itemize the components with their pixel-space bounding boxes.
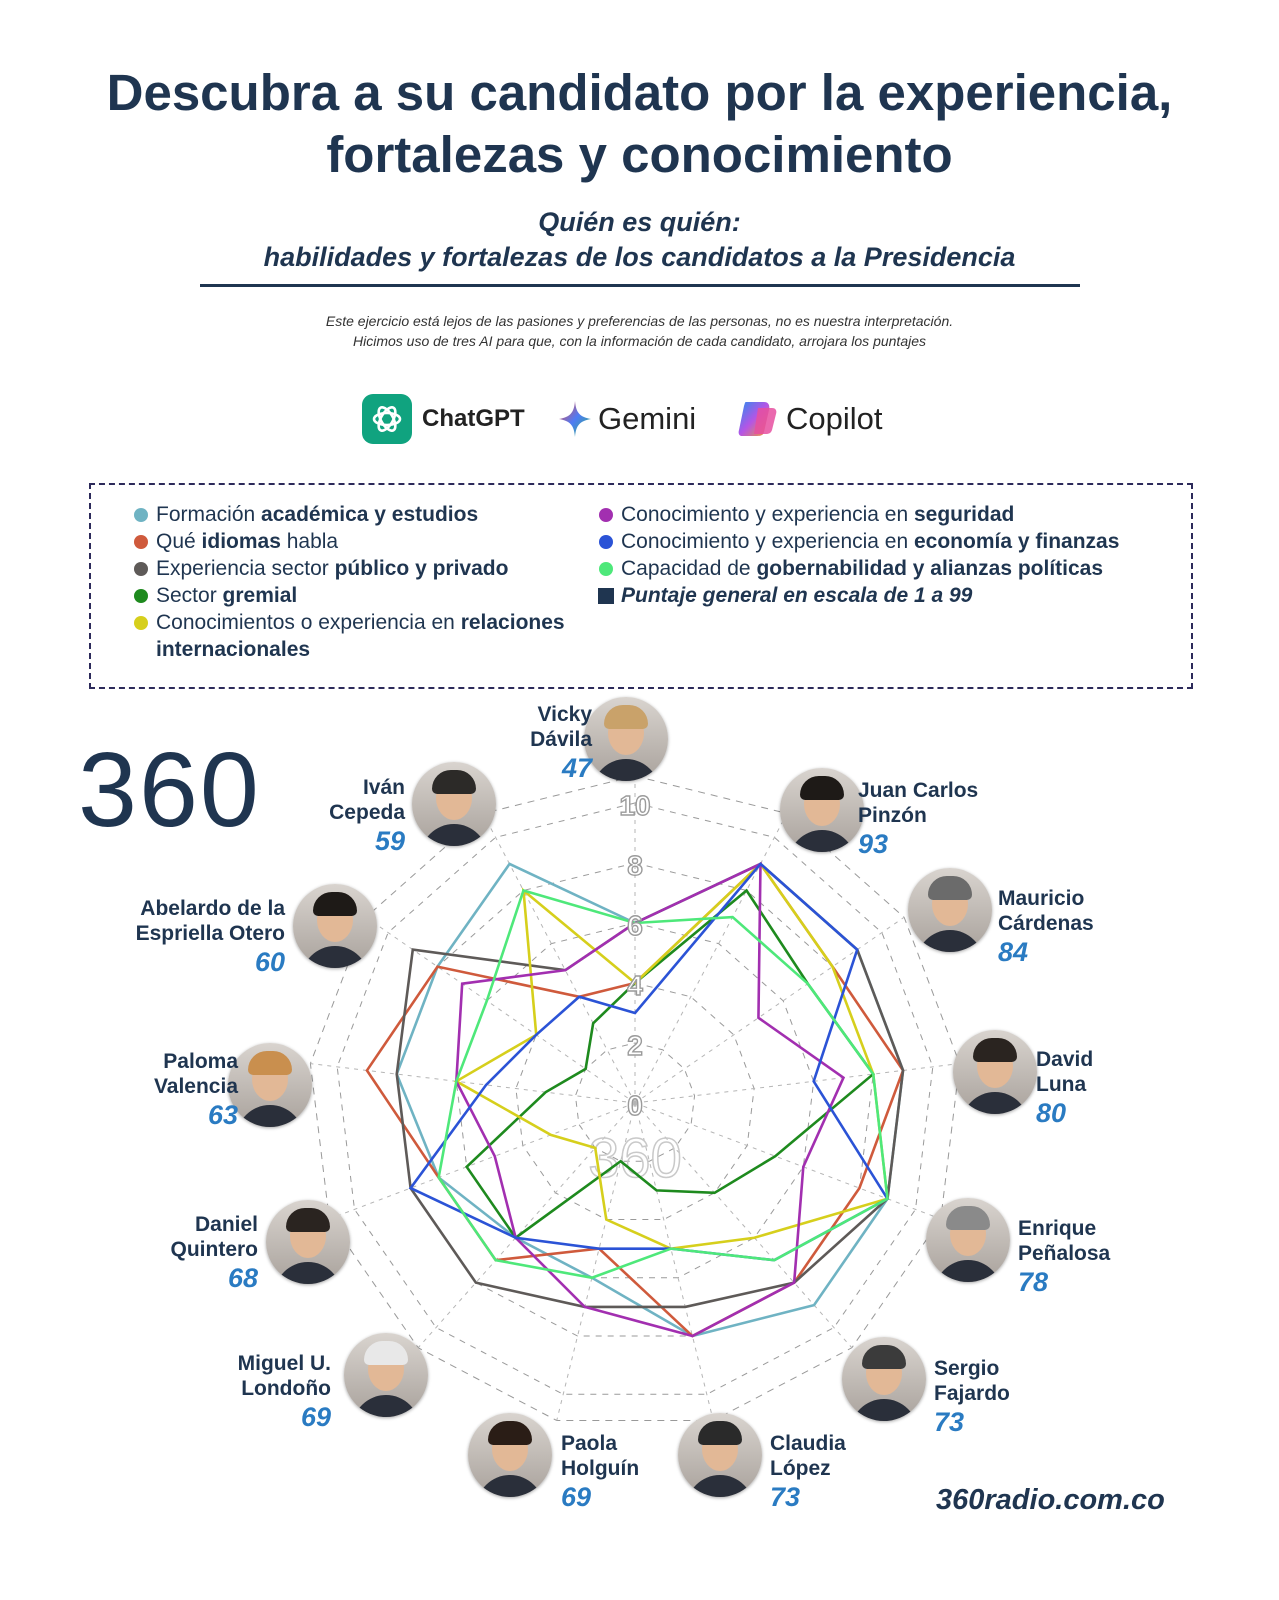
legend-item-gobernabilidad: Capacidad de gobernabilidad y alianzas políticas — [621, 555, 1103, 582]
legend-square — [598, 588, 614, 604]
candidate-score: 63 — [207, 1100, 238, 1130]
tick-label: 4 — [627, 970, 643, 1001]
candidate-photo — [842, 1337, 926, 1421]
photo-body — [850, 1399, 918, 1421]
copilot-icon — [736, 398, 778, 440]
legend-item-idiomas: Qué idiomas habla — [156, 528, 338, 555]
photo-body — [476, 1475, 544, 1497]
candidate-photo — [228, 1043, 312, 1127]
photo-hair — [698, 1421, 742, 1445]
series-line-5 — [456, 864, 843, 1336]
candidate-name-line: Vicky — [537, 703, 592, 726]
photo-hair — [248, 1051, 292, 1075]
note-line-1: Este ejercicio está lejos de las pasiones y preferencias de las personas, no es nuestra interpretación. — [325, 313, 954, 329]
candidate-name — [858, 778, 1018, 828]
divider — [200, 284, 1080, 287]
candidate-name-line: Fajardo — [934, 1382, 1010, 1405]
candidate-name-line: Sergio — [934, 1357, 1000, 1380]
candidate-photo — [468, 1413, 552, 1497]
candidate-name-line: Pinzón — [858, 804, 927, 827]
photo-body — [916, 930, 984, 952]
candidate-name-line: Daniel — [194, 1213, 258, 1236]
gemini-label: Gemini — [598, 401, 697, 436]
candidate-score: 69 — [561, 1482, 592, 1512]
photo-body — [352, 1395, 420, 1417]
radar-spoke — [635, 1064, 960, 1103]
tick-label: 0 — [627, 1090, 643, 1121]
chatgpt-icon — [362, 394, 412, 444]
photo-hair — [286, 1208, 330, 1232]
candidate-name — [1018, 1216, 1158, 1266]
legend-item-academica: Formación académica y estudios — [156, 501, 478, 528]
tick-label: 8 — [627, 850, 643, 881]
candidate-name — [998, 886, 1138, 936]
methodology-note — [0, 311, 1279, 351]
candidate-score: 60 — [254, 947, 285, 977]
legend-item-relaciones: Conocimientos o experiencia en relaciones — [156, 609, 565, 636]
candidate-photo — [926, 1198, 1010, 1282]
candidate-name — [462, 702, 592, 752]
watermark-logo: 360 — [588, 1126, 682, 1189]
candidate-name-line: Iván — [362, 776, 405, 799]
candidate-name-line: Enrique — [1018, 1217, 1097, 1240]
photo-body — [301, 946, 369, 968]
subtitle-line-2: habilidades y fortalezas de los candidatos a la Presidencia — [263, 242, 1016, 272]
candidate-name-line: Quintero — [170, 1238, 258, 1261]
candidate-score: 78 — [1018, 1267, 1049, 1297]
site-url: 360radio.com.co — [936, 1484, 1165, 1516]
legend-dot — [134, 616, 148, 630]
candidate-photo — [584, 697, 668, 781]
candidate-score: 47 — [561, 753, 592, 783]
ai-gemini — [558, 393, 696, 445]
candidate-name-line: Mauricio — [998, 887, 1085, 910]
candidate-name-line: Paola — [561, 1432, 618, 1455]
candidate-name — [561, 1431, 681, 1481]
photo-body — [961, 1092, 1029, 1114]
candidate-name-line: Holguín — [561, 1457, 640, 1480]
brand-logo: 360 — [78, 731, 261, 849]
candidate-name-line: Cepeda — [329, 801, 405, 824]
candidate-score: 84 — [998, 937, 1029, 967]
photo-hair — [862, 1345, 906, 1369]
candidate-name-line: Cárdenas — [998, 912, 1094, 935]
photo-hair — [364, 1341, 408, 1365]
legend-item-puntaje: Puntaje general en escala de 1 a 99 — [621, 582, 972, 609]
gemini-icon — [558, 399, 592, 439]
chatgpt-label: ChatGPT — [422, 405, 525, 432]
candidate-score: 59 — [374, 826, 405, 856]
legend-dot — [599, 508, 613, 522]
photo-hair — [313, 892, 357, 916]
legend-dot — [599, 562, 613, 576]
candidate-name — [770, 1431, 890, 1481]
photo-hair — [488, 1421, 532, 1445]
candidate-name-line: Valencia — [153, 1075, 238, 1098]
photo-body — [934, 1260, 1002, 1282]
candidate-photo — [266, 1200, 350, 1284]
legend-item-gremial: Sector gremial — [156, 582, 297, 609]
tick-label: 2 — [627, 1030, 643, 1061]
legend-dot — [134, 562, 148, 576]
legend-item-experiencia: Experiencia sector público y privado — [156, 555, 508, 582]
legend-dot — [134, 589, 148, 603]
candidate-name — [934, 1356, 1064, 1406]
ai-copilot — [736, 393, 883, 445]
candidate-name — [100, 1049, 238, 1099]
candidate-photo — [293, 884, 377, 968]
photo-hair — [973, 1038, 1017, 1062]
photo-hair — [800, 776, 844, 800]
candidate-score: 68 — [227, 1263, 258, 1293]
candidate-name-line: Miguel U. — [237, 1352, 331, 1375]
ai-chatgpt — [362, 393, 525, 445]
candidate-score: 80 — [1036, 1098, 1067, 1128]
title-line-2: fortalezas y conocimiento — [326, 126, 953, 183]
candidate-photo — [412, 762, 496, 846]
candidate-name-line: Abelardo de la — [140, 897, 285, 920]
subtitle-line-1: Quién es quién: — [538, 207, 741, 237]
tick-label: 6 — [627, 910, 643, 941]
photo-hair — [604, 705, 648, 729]
photo-hair — [928, 876, 972, 900]
radar-spoke — [483, 813, 635, 1103]
subtitle — [0, 205, 1279, 275]
candidate-name-line: Luna — [1036, 1073, 1087, 1096]
legend-dot — [134, 535, 148, 549]
candidate-photo — [908, 868, 992, 952]
candidate-name-line: David — [1036, 1048, 1094, 1071]
candidate-name — [1036, 1047, 1156, 1097]
candidate-name-line: Claudia — [770, 1432, 846, 1455]
tick-label: 10 — [619, 790, 651, 821]
candidate-name-line: Peñalosa — [1018, 1242, 1111, 1265]
candidate-name-line: Juan Carlos — [858, 779, 979, 802]
photo-body — [788, 830, 856, 852]
photo-hair — [946, 1206, 990, 1230]
candidate-name — [120, 1212, 258, 1262]
series-line-0 — [397, 864, 903, 1336]
photo-body — [592, 759, 660, 781]
candidate-name-line: Londoño — [241, 1377, 331, 1400]
legend-dot — [599, 535, 613, 549]
photo-body — [686, 1475, 754, 1497]
legend-item-relaciones-cont: internacionales — [156, 638, 311, 661]
candidate-score: 93 — [858, 829, 889, 859]
radar-spoke — [635, 813, 787, 1103]
legend — [89, 483, 1193, 689]
copilot-label: Copilot — [786, 401, 883, 436]
legend-item-seguridad: Conocimiento y experiencia en seguridad — [621, 501, 1014, 528]
candidate-photo — [344, 1333, 428, 1417]
photo-body — [274, 1262, 342, 1284]
photo-body — [236, 1105, 304, 1127]
candidate-name — [190, 1351, 331, 1401]
candidate-photo — [953, 1030, 1037, 1114]
note-line-2: Hicimos uso de tres AI para que, con la información de cada candidato, arrojara los puntajes — [352, 333, 927, 349]
candidate-photo — [780, 768, 864, 852]
candidate-name-line: Dávila — [530, 728, 592, 751]
page-title — [0, 62, 1279, 186]
candidate-name-line: Espriella Otero — [135, 922, 285, 945]
candidate-photo — [678, 1413, 762, 1497]
candidate-score: 73 — [934, 1407, 965, 1437]
candidate-name-line: Paloma — [163, 1050, 238, 1073]
candidate-score: 73 — [770, 1482, 801, 1512]
candidate-name-line: López — [770, 1457, 831, 1480]
candidate-name — [250, 775, 405, 825]
legend-dot — [134, 508, 148, 522]
photo-hair — [432, 770, 476, 794]
candidate-name — [100, 896, 285, 946]
photo-body — [420, 824, 488, 846]
candidate-score: 69 — [300, 1402, 331, 1432]
title-line-1: Descubra a su candidato por la experiencia, — [106, 64, 1173, 121]
legend-item-economia: Conocimiento y experiencia en economía y finanzas — [621, 528, 1119, 555]
